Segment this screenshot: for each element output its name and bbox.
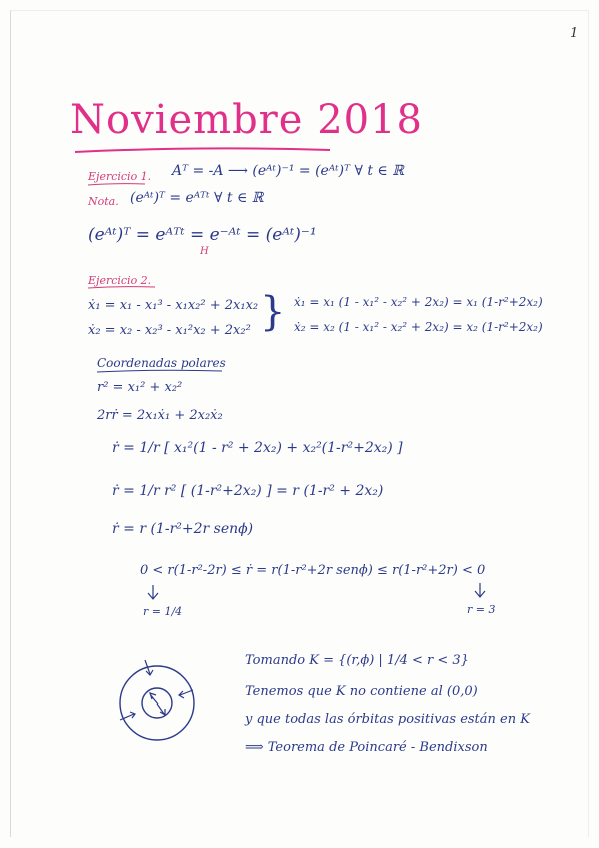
polar-underline	[97, 370, 222, 372]
trapping-region-icon	[120, 660, 194, 740]
nota-label: Nota.	[88, 195, 119, 208]
ej1-statement: Aᵀ = -A ⟶ (eᴬᵗ)⁻¹ = (eᴬᵗ)ᵀ ∀ t ∈ ℝ	[172, 163, 404, 179]
page-number: 1	[570, 26, 579, 41]
system-brace: }	[260, 289, 286, 335]
hyp-mark: H	[200, 246, 209, 257]
title-underline	[75, 148, 330, 152]
factored-eq-1: ẋ₁ = x₁ (1 - x₁² - x₂² + 2x₂) = x₁ (1-r²+2x₂)	[294, 295, 543, 309]
conclusion-line-2: Tenemos que K no contiene al (0,0)	[245, 684, 478, 699]
page-title: Noviembre 2018	[70, 97, 423, 143]
inequality-chain: 0 < r(1-r²-2r) ≤ ṙ = r(1-r²+2r senϕ) ≤ r(1-r²+2r) < 0	[140, 563, 486, 578]
polar-eq-4: ṙ = 1/r r² [ (1-r²+2x₂) ] = r (1-r² + 2x₂)	[112, 483, 384, 499]
nota-text: (eᴬᵗ)ᵀ = eᴬᵀᵗ ∀ t ∈ ℝ	[130, 190, 264, 206]
polar-eq-2: 2rṙ = 2x₁ẋ₁ + 2x₂ẋ₂	[97, 408, 223, 423]
r-upper-bound: r = 3	[467, 603, 496, 616]
conclusion-line-4: ⟹ Teorema de Poincaré - Bendixson	[245, 740, 488, 755]
ej1-underline	[88, 184, 145, 185]
factored-eq-2: ẋ₂ = x₂ (1 - x₁² - x₂² + 2x₂) = x₂ (1-r²+2x₂)	[294, 320, 543, 334]
r-lower-bound: r = 1/4	[143, 605, 183, 618]
polar-eq-1: r² = x₁² + x₂²	[97, 380, 183, 395]
polar-eq-5: ṙ = r (1-r²+2r senϕ)	[112, 521, 254, 537]
arrow-down-right-icon	[475, 583, 485, 597]
polar-heading: Coordenadas polares	[97, 356, 226, 370]
polar-eq-3: ṙ = 1/r [ x₁²(1 - r² + 2x₂) + x₂²(1-r²+2x₂) ]	[112, 440, 403, 456]
ej2-label: Ejercicio 2.	[88, 274, 152, 287]
ej1-label: Ejercicio 1.	[88, 170, 152, 183]
conclusion-line-3: y que todas las órbitas positivas están en K	[245, 712, 530, 727]
arrow-down-left-icon	[148, 585, 158, 599]
system-eq-1: ẋ₁ = x₁ - x₁³ - x₁x₂² + 2x₁x₂	[88, 298, 259, 313]
conclusion-line-1: Tomando K = {(r,ϕ) | 1/4 < r < 3}	[245, 653, 469, 668]
system-eq-2: ẋ₂ = x₂ - x₂³ - x₁²x₂ + 2x₂²	[88, 323, 251, 338]
ej1-equation: (eᴬᵗ)ᵀ = eᴬᵀᵗ = e⁻ᴬᵗ = (eᴬᵗ)⁻¹	[88, 225, 317, 245]
